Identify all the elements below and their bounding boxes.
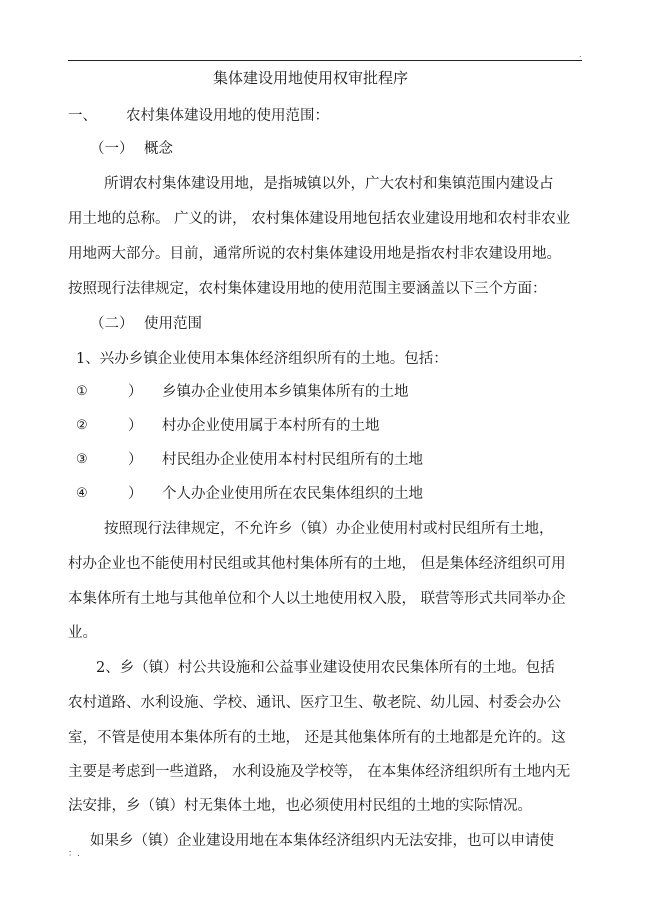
list-item-2-number: ② <box>76 418 88 433</box>
section-heading-text: 农村集体建设用地的使用范围： <box>126 108 329 124</box>
item-2-line-5: 法安排，乡（镇）村无集体土地，也必须使用村民组的土地的实际情况。 <box>68 798 532 814</box>
corner-mark: . <box>579 50 582 59</box>
list-item-3-paren: ） <box>128 452 143 468</box>
paragraph-1-line-2: 村办企业也不能使用村民组或其他村集体所有的土地， 但是集体经济组织可用 <box>68 556 566 572</box>
item-2-line-2: 农村道路、水利设施、学校、通讯、医疗卫生、敬老院、幼儿园、村委会办公 <box>68 695 561 711</box>
paragraph-1-line-4: 业。 <box>68 625 97 641</box>
definition-line-1: 所谓农村集体建设用地，是指城镇以外，广大农村和集镇范围内建设占 <box>104 176 554 192</box>
paragraph-1-line-1: 按照现行法律规定，不允许乡（镇）办企业使用村或村民组所有土地， <box>104 521 554 537</box>
item-2-line-1: 2、乡（镇）村公共设施和公益事业建设使用农民集体所有的土地。包括 <box>96 660 555 676</box>
list-item-2-text: 村办企业使用属于本村所有的土地 <box>162 418 380 434</box>
list-item-1-text: 乡镇办企业使用本乡镇集体所有的土地 <box>162 384 409 400</box>
list-item-4-text: 个人办企业使用所在农民集体组织的土地 <box>162 486 423 502</box>
list-item-4-paren: ） <box>128 486 143 502</box>
subsection-1-number: （一） <box>90 141 134 157</box>
list-item-1-number: ① <box>76 384 88 399</box>
item-1-heading: 1、兴办乡镇企业使用本集体经济组织所有的土地。包括： <box>76 351 448 367</box>
subsection-2-number: （二） <box>90 316 134 332</box>
list-item-3-text: 村民组办企业使用本村村民组所有的土地 <box>162 452 423 468</box>
definition-line-4: 按照现行法律规定，农村集体建设用地的使用范围主要涵盖以下三个方面： <box>68 281 547 297</box>
list-item-3-number: ③ <box>76 452 88 467</box>
header-rule <box>68 60 582 61</box>
definition-line-2: 用土地的总称。 广义的讲， 农村集体建设用地包括农业建设用地和农村非农业 <box>68 211 571 227</box>
paragraph-2-line-1: 如果乡（镇）企业建设用地在本集体经济组织内无法安排，也可以申请使 <box>90 833 554 849</box>
paragraph-1-line-3: 本集体所有土地与其他单位和个人以土地使用权入股， 联营等形式共同举办企 <box>68 591 566 607</box>
list-item-1-paren: ） <box>128 384 143 400</box>
list-item-2-paren: ） <box>128 418 143 434</box>
list-item-4-number: ④ <box>76 486 88 501</box>
footer-mark: ：. <box>68 849 80 859</box>
item-2-line-3: 室，不管是使用本集体所有的土地， 还是其他集体所有的土地都是允许的。这 <box>68 730 566 746</box>
page-title: 集体建设用地使用权审批程序 <box>213 69 409 87</box>
definition-line-3: 用地两大部分。目前，通常所说的农村集体建设用地是指农村非农建设用地。 <box>68 246 561 262</box>
subsection-2-title: 使用范围 <box>144 316 202 332</box>
subsection-1-title: 概念 <box>144 141 173 157</box>
item-2-line-4: 主要是考虑到一些道路， 水利设施及学校等， 在本集体经济组织所有土地内无 <box>68 764 571 780</box>
section-heading-number: 一、 <box>68 108 97 124</box>
